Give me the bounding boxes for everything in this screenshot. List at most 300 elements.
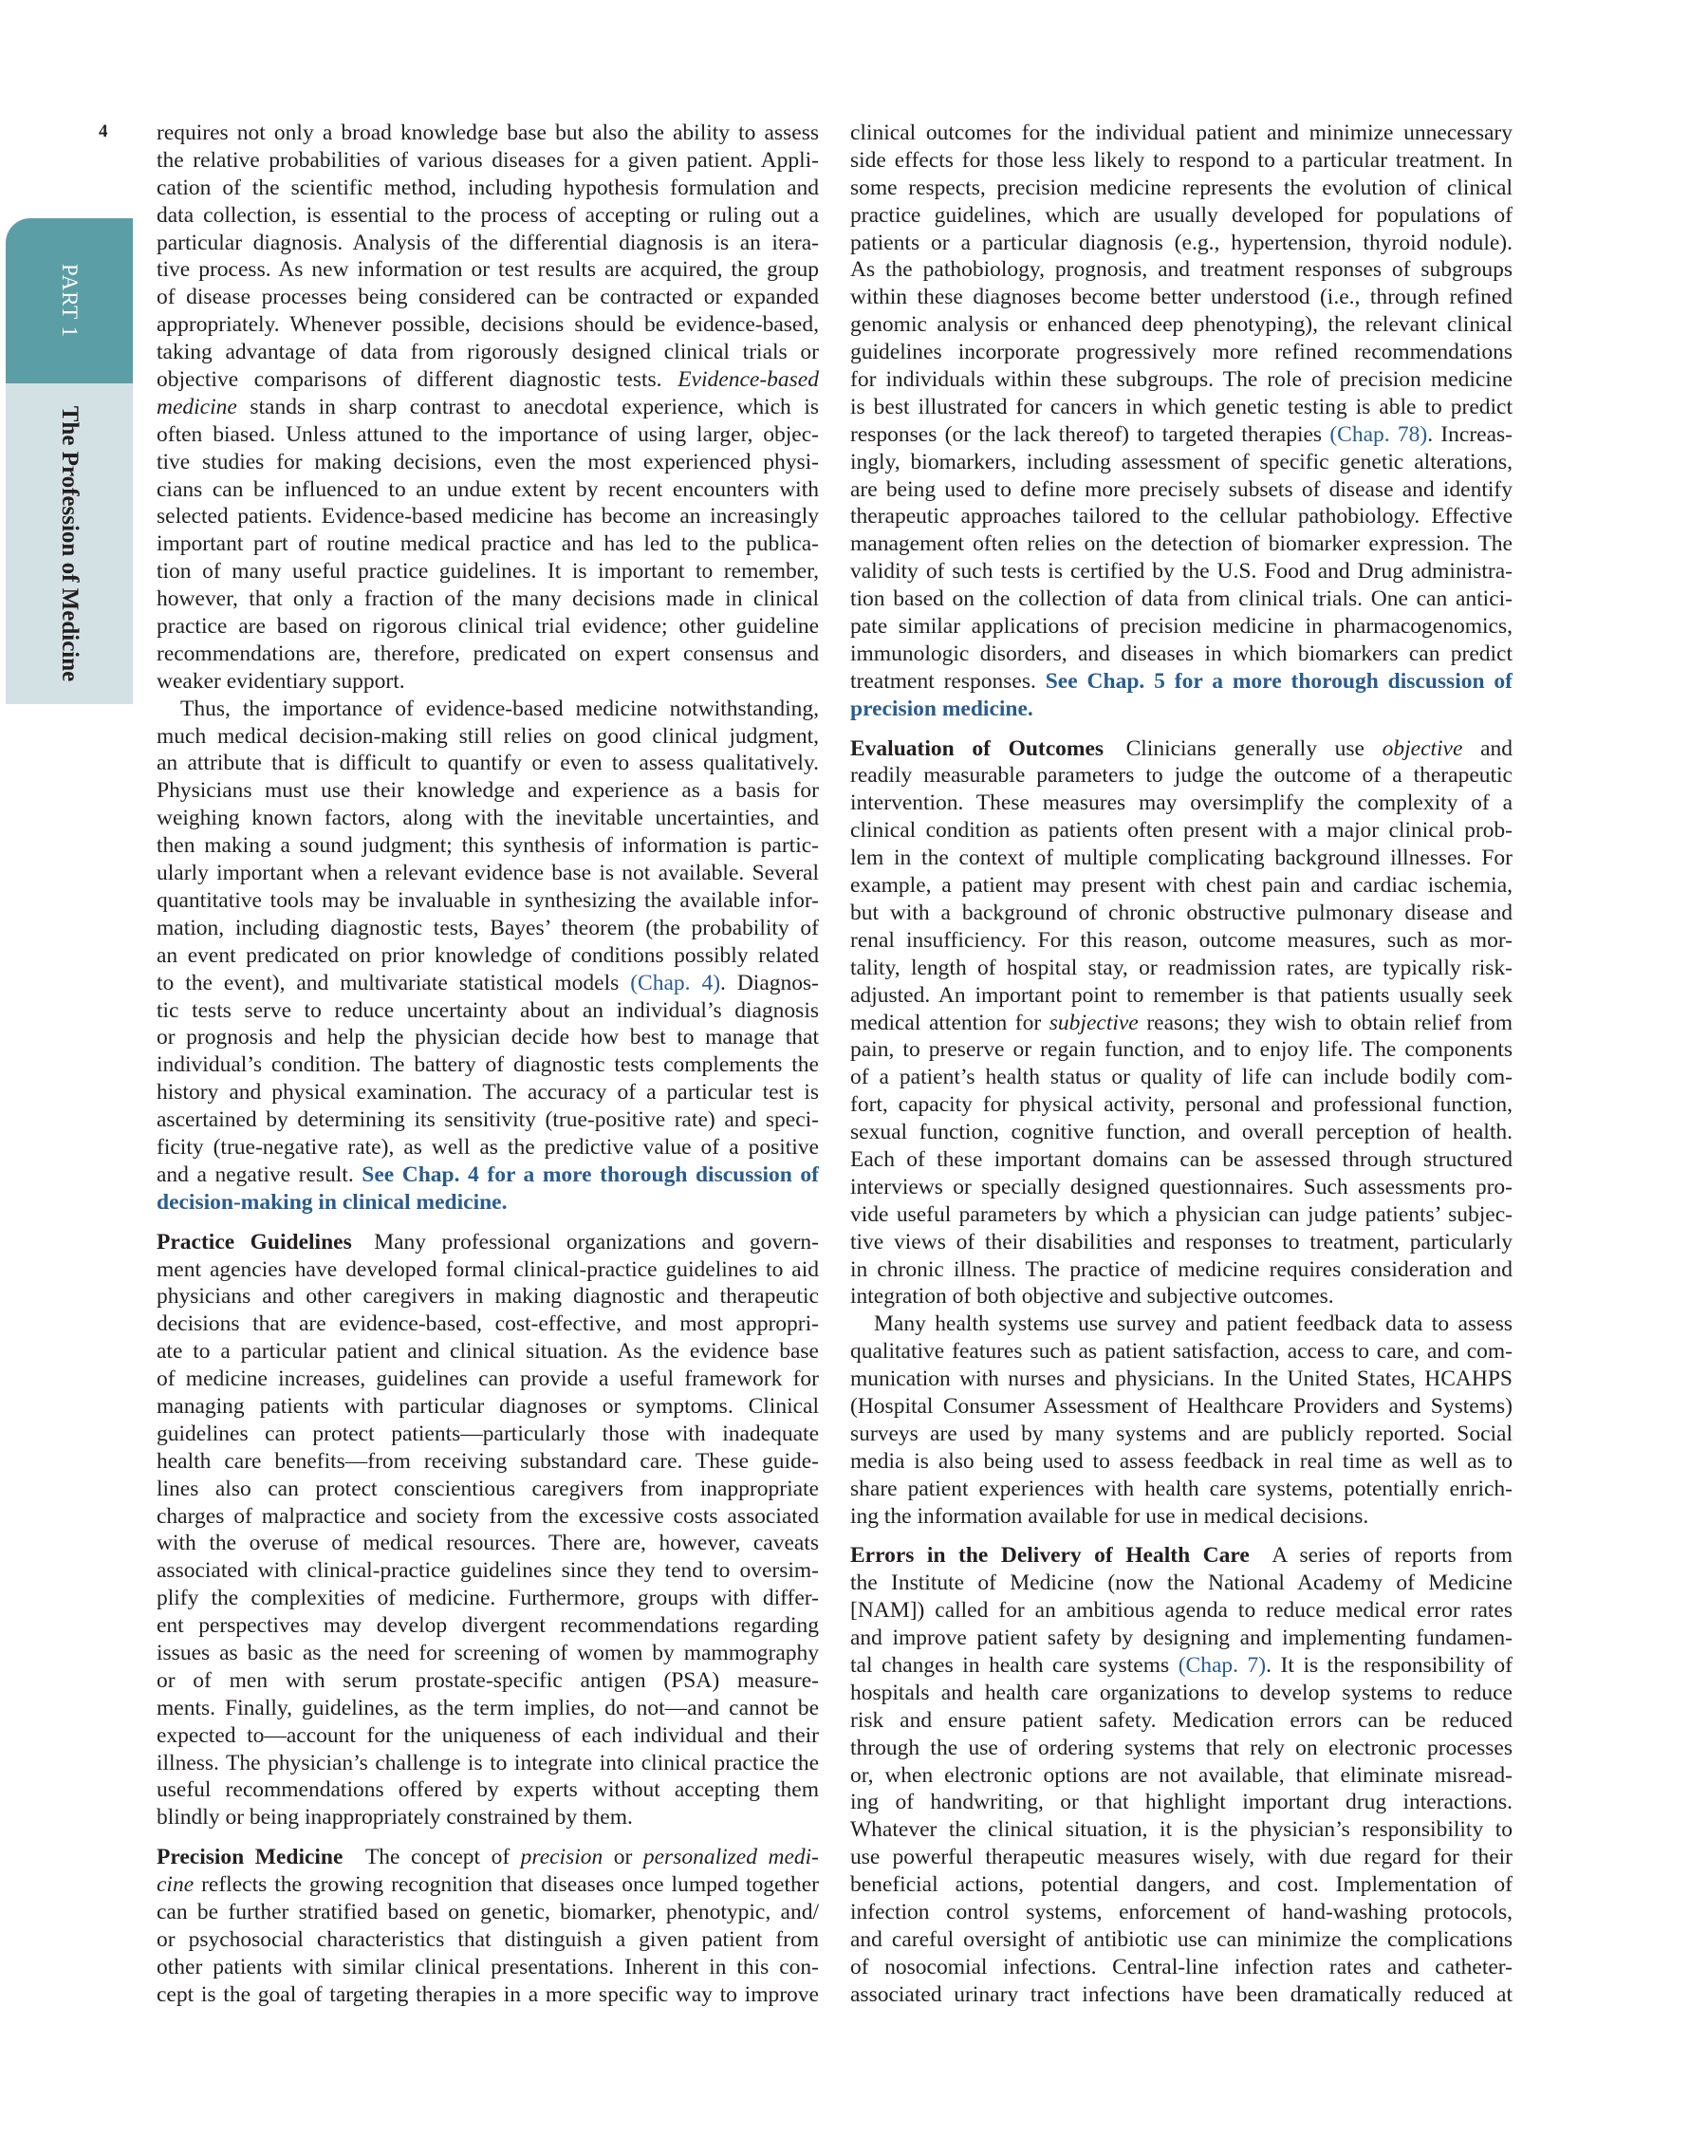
text-run: interviews or specially designed questionnaires. Such assessments pro- xyxy=(850,1174,1513,1199)
text-line xyxy=(157,366,819,394)
text-line xyxy=(850,1091,1513,1119)
paragraph-gap xyxy=(157,1217,819,1229)
text-line xyxy=(157,1981,819,2009)
text-line xyxy=(157,1640,819,1667)
text-run: therapeutic approaches tailored to the cellular pathobiology. Effective xyxy=(850,504,1513,530)
text-run: expected to—account for the uniqueness of each individual and their xyxy=(157,1722,819,1748)
text-line xyxy=(157,970,819,997)
italic-text: medicine xyxy=(157,394,237,419)
text-line xyxy=(850,668,1513,696)
text-line xyxy=(157,613,819,641)
text-line xyxy=(850,1256,1513,1284)
text-line xyxy=(850,1503,1513,1531)
text-line xyxy=(157,202,819,230)
text-run: guidelines incorporate progressively more refined recommendations xyxy=(850,340,1513,365)
text-run: and xyxy=(1462,735,1513,761)
text-line xyxy=(157,696,819,723)
text-run: individual’s condition. The battery of diagnostic tests complements the xyxy=(157,1052,819,1078)
text-line xyxy=(850,790,1513,817)
text-run: tive studies for making decisions, even the most experienced physi- xyxy=(157,449,819,474)
text-run: or psychosocial characteristics that distinguish a given patient from xyxy=(157,1926,819,1952)
text-run: data collection, is essential to the process of accepting or ruling out a xyxy=(157,202,819,228)
text-run: readily measurable parameters to judge the outcome of a therapeutic xyxy=(850,763,1513,789)
text-line xyxy=(157,1530,819,1557)
text-line xyxy=(850,1597,1513,1625)
text-line xyxy=(157,530,819,558)
text-line xyxy=(157,1024,819,1051)
text-run: mation, including diagnostic tests, Bayes’ theorem (the probability of xyxy=(157,915,819,940)
text-run: side effects for those less likely to respond to a particular treatment. In xyxy=(850,147,1513,173)
italic-text: cine xyxy=(157,1872,195,1898)
text-line xyxy=(157,175,819,202)
text-run: clinical condition as patients often present with a major clinical prob- xyxy=(850,818,1513,844)
text-line xyxy=(157,503,819,530)
text-line xyxy=(157,832,819,860)
italic-text: objective xyxy=(1382,735,1463,761)
text-line xyxy=(850,1680,1513,1707)
text-run: tality, length of hospital stay, or readmission rates, are typically risk- xyxy=(850,955,1513,980)
text-run: ments. Finally, guidelines, as the term implies, do not—and cannot be xyxy=(157,1695,819,1720)
text-line xyxy=(850,817,1513,845)
text-run: responses (or the lack thereof) to targeted therapies xyxy=(850,421,1330,447)
text-run: cians can be influenced to an undue extent by recent encounters with xyxy=(157,476,819,502)
text-line xyxy=(157,1667,819,1695)
text-run: for individuals within these subgroups. The role of precision medicine xyxy=(850,367,1513,393)
text-run: patients or a particular diagnosis (e.g., hypertension, thyroid nodule). xyxy=(850,230,1513,255)
text-line xyxy=(850,339,1513,366)
text-run: but with a background of chronic obstructive pulmonary disease and xyxy=(850,900,1513,925)
text-run: objective comparisons of different diagnostic tests. xyxy=(157,367,678,393)
text-run: stands in sharp contrast to anecdotal experience, which is xyxy=(236,394,819,419)
text-line xyxy=(157,1695,819,1722)
text-run: selected patients. Evidence-based medicine has become an increasingly xyxy=(157,504,819,530)
text-run: . Diagnos- xyxy=(720,970,819,995)
text-line xyxy=(157,1871,819,1899)
text-line xyxy=(157,1899,819,1926)
text-line xyxy=(157,1229,819,1256)
text-run: cation of the scientific method, including hypothesis formulation and xyxy=(157,175,819,200)
text-run: The concept of xyxy=(343,1845,521,1870)
text-line xyxy=(157,394,819,421)
text-line xyxy=(157,256,819,284)
part-label-block xyxy=(6,218,133,383)
text-run: sexual function, cognitive function, and overall perception of health. xyxy=(850,1120,1513,1145)
text-line xyxy=(157,1283,819,1310)
text-run: Many professional organizations and govern- xyxy=(351,1229,819,1255)
text-line xyxy=(850,1844,1513,1871)
text-line xyxy=(850,421,1513,449)
text-run: ularly important when a relevant evidence base is not available. Several xyxy=(157,861,819,886)
text-line xyxy=(850,641,1513,668)
text-line xyxy=(850,1789,1513,1816)
text-run: treatment responses. xyxy=(850,668,1046,694)
text-run: . It is the responsibility of xyxy=(1266,1652,1513,1678)
text-line xyxy=(850,311,1513,339)
text-line xyxy=(157,421,819,449)
text-line xyxy=(157,1106,819,1134)
text-run: management often relies on the detection of biomarker expression. The xyxy=(850,531,1513,557)
text-line xyxy=(850,900,1513,927)
text-run: Physicians must use their knowledge and experience as a basis for xyxy=(157,778,819,804)
text-line xyxy=(157,915,819,942)
text-line xyxy=(850,696,1513,723)
text-run: history and physical examination. The accuracy of a particular test is xyxy=(157,1080,819,1106)
text-line xyxy=(850,845,1513,872)
text-run: qualitative features such as patient satisfaction, access to care, and com- xyxy=(850,1339,1513,1365)
text-line xyxy=(850,1010,1513,1037)
text-line xyxy=(157,1338,819,1366)
text-run: can be further stratified based on genetic, biomarker, phenotypic, and/ xyxy=(157,1900,819,1924)
chapter-link[interactable]: See Chap. 5 for a more thorough discussion of xyxy=(1045,668,1513,694)
italic-text: precision xyxy=(520,1845,603,1870)
section-heading: Evaluation of Outcomes xyxy=(850,735,1105,761)
text-run: and careful oversight of antibiotic use can minimize the complications xyxy=(850,1926,1513,1952)
text-run: requires not only a broad knowledge base but also the ability to assess xyxy=(157,121,819,145)
text-line xyxy=(157,887,819,915)
text-line xyxy=(157,230,819,257)
text-run: ascertained by determining its sensitivity (true-positive rate) and speci- xyxy=(157,1107,819,1133)
text-line xyxy=(850,1816,1513,1844)
text-run: ing of handwriting, or that highlight important drug interactions. xyxy=(850,1790,1513,1815)
text-run: munication with nurses and physicians. In the United States, HCAHPS xyxy=(850,1366,1513,1392)
text-run: health care benefits—from receiving substandard care. These guide- xyxy=(157,1448,819,1474)
text-line xyxy=(157,723,819,751)
text-line xyxy=(850,202,1513,230)
text-line xyxy=(157,805,819,832)
text-line xyxy=(850,1421,1513,1448)
text-run: of medicine increases, guidelines can provide a useful framework for xyxy=(157,1366,819,1392)
text-line xyxy=(157,1421,819,1448)
text-line xyxy=(157,558,819,585)
paragraph-gap xyxy=(850,1530,1513,1542)
text-line xyxy=(157,449,819,476)
text-run: lem in the context of multiple complicating background illnesses. For xyxy=(850,846,1513,871)
text-line xyxy=(850,1871,1513,1899)
section-heading: Practice Guidelines xyxy=(157,1229,352,1255)
text-line xyxy=(157,1079,819,1106)
text-line xyxy=(850,1393,1513,1421)
text-line xyxy=(850,1201,1513,1229)
text-run: guidelines can protect patients—particularly those with inadequate xyxy=(157,1421,819,1446)
text-line xyxy=(850,1229,1513,1256)
text-run: adjusted. An important point to remember is that patients usually seek xyxy=(850,982,1513,1008)
text-run: medical attention for xyxy=(850,1010,1049,1035)
text-run: . Increas- xyxy=(1427,421,1513,447)
text-line xyxy=(157,476,819,504)
text-line xyxy=(157,1612,819,1640)
text-run: then making a sound judgment; this synthesis of information is partic- xyxy=(157,833,819,859)
text-run: immunologic disorders, and diseases in which biomarkers can predict xyxy=(850,641,1513,666)
text-line xyxy=(850,1981,1513,2009)
text-line xyxy=(157,1051,819,1079)
text-run: weighing known factors, along with the inevitable uncertainties, and xyxy=(157,806,819,831)
text-line xyxy=(157,1926,819,1954)
text-run: of disease processes being considered can be contracted or expanded xyxy=(157,285,819,310)
text-line xyxy=(850,147,1513,175)
text-run: is best illustrated for cancers in which genetic testing is able to predict xyxy=(850,394,1513,419)
text-run: and a negative result. xyxy=(157,1162,362,1187)
text-run: tive views of their disabilities and responses to treatment, particularly xyxy=(850,1229,1513,1255)
text-line xyxy=(157,1310,819,1338)
text-run: to the event), and multivariate statistical models xyxy=(157,970,631,995)
text-line xyxy=(157,585,819,613)
chapter-link[interactable]: decision-making in clinical medicine. xyxy=(157,1189,508,1215)
text-run: intervention. These measures may oversimplify the complexity of a xyxy=(850,790,1513,816)
text-line xyxy=(850,1310,1513,1338)
text-run: Each of these important domains can be assessed through structured xyxy=(850,1146,1513,1172)
text-line xyxy=(850,256,1513,284)
text-run: pain, to preserve or regain function, and to enjoy life. The components xyxy=(850,1037,1513,1063)
text-line xyxy=(157,997,819,1025)
text-line xyxy=(157,1476,819,1503)
text-run: ment agencies have developed formal clinical-practice guidelines to aid xyxy=(157,1256,819,1282)
text-run: taking advantage of data from rigorously designed clinical trials or xyxy=(157,340,819,365)
text-line xyxy=(157,860,819,887)
text-line xyxy=(157,1804,819,1831)
text-run: other patients with similar clinical presentations. Inherent in this con- xyxy=(157,1954,819,1979)
text-line xyxy=(850,530,1513,558)
text-line xyxy=(850,1652,1513,1680)
text-run: blindly or being inappropriately constrained by them. xyxy=(157,1805,633,1831)
part-label: PART 1 xyxy=(58,263,82,339)
paragraph-gap xyxy=(850,723,1513,735)
text-run: however, that only a fraction of the many decisions made in clinical xyxy=(157,586,819,612)
text-run: important part of routine medical practice and has led to the publica- xyxy=(157,531,819,557)
text-run: the Institute of Medicine (now the National Academy of Medicine xyxy=(850,1571,1513,1596)
paragraph-gap xyxy=(157,1831,819,1844)
italic-text: personalized medi- xyxy=(642,1845,819,1870)
part-side-tab xyxy=(6,218,133,704)
text-line xyxy=(157,147,819,175)
text-run: often biased. Unless attuned to the importance of using larger, objec- xyxy=(157,421,819,447)
text-line xyxy=(157,1162,819,1189)
text-run: physicians and other caregivers in making diagnostic and therapeutic xyxy=(157,1284,819,1310)
text-line xyxy=(850,1119,1513,1146)
text-line xyxy=(850,230,1513,257)
text-run: ing the information available for use in medical decisions. xyxy=(850,1503,1369,1529)
text-run: quantitative tools may be invaluable in synthesizing the available infor- xyxy=(157,887,819,913)
text-run: use powerful therapeutic measures wisely, with due regard for their xyxy=(850,1845,1513,1870)
text-run: the relative probabilities of various diseases for a given patient. Appli- xyxy=(157,147,819,173)
text-run: example, a patient may present with chest pain and cardiac ischemia, xyxy=(850,873,1513,899)
text-run: reasons; they wish to obtain relief from xyxy=(1138,1010,1513,1035)
text-line xyxy=(157,1557,819,1585)
text-line xyxy=(850,1542,1513,1570)
text-run: (Hospital Consumer Assessment of Healthcare Providers and Systems) xyxy=(850,1393,1513,1419)
text-line xyxy=(157,641,819,668)
text-line xyxy=(850,1954,1513,1981)
text-line xyxy=(850,927,1513,955)
text-run: hospitals and health care organizations to develop systems to reduce xyxy=(850,1680,1513,1705)
italic-text: Evidence-based xyxy=(678,367,819,393)
text-line xyxy=(850,1366,1513,1393)
text-line xyxy=(157,311,819,339)
text-line xyxy=(157,750,819,777)
text-run: clinical outcomes for the individual patient and minimize unnecessary xyxy=(850,121,1513,145)
text-run: surveys are used by many systems and are publicly reported. Social xyxy=(850,1421,1513,1446)
text-line xyxy=(850,1762,1513,1790)
text-run: practice guidelines, which are usually developed for populations of xyxy=(850,202,1513,228)
text-line xyxy=(850,955,1513,982)
text-line xyxy=(850,120,1513,147)
page-number: 4 xyxy=(99,121,108,141)
text-run: associated urinary tract infections have been dramatically reduced at xyxy=(850,1981,1513,2007)
text-run: recommendations are, therefore, predicated on expert consensus and xyxy=(157,641,819,666)
text-run: media is also being used to assess feedback in real time as well as to xyxy=(850,1448,1513,1474)
chapter-link[interactable]: precision medicine. xyxy=(850,696,1033,721)
text-line xyxy=(850,585,1513,613)
text-line xyxy=(850,1174,1513,1201)
text-line xyxy=(850,394,1513,421)
text-line xyxy=(850,1735,1513,1762)
text-line xyxy=(850,1338,1513,1366)
text-line xyxy=(157,942,819,970)
text-run: particular diagnosis. Analysis of the differential diagnosis is an itera- xyxy=(157,230,819,255)
text-line xyxy=(850,175,1513,202)
text-run: Thus, the importance of evidence-based medicine notwithstanding, xyxy=(180,696,819,721)
text-run: integration of both objective and subjective outcomes. xyxy=(850,1284,1334,1310)
italic-text: subjective xyxy=(1049,1010,1139,1035)
text-line xyxy=(850,449,1513,476)
chapter-link[interactable]: See Chap. 4 for a more thorough discussion of xyxy=(362,1162,819,1187)
text-run: fort, capacity for physical activity, personal and professional function, xyxy=(850,1092,1513,1118)
text-run: tion of many useful practice guidelines. It is important to remember, xyxy=(157,559,819,585)
text-line xyxy=(850,1570,1513,1597)
section-heading: Errors in the Delivery of Health Care xyxy=(850,1543,1250,1569)
chapter-link[interactable]: (Chap. 78) xyxy=(1329,421,1428,447)
text-line xyxy=(157,1448,819,1476)
text-line xyxy=(850,1036,1513,1064)
text-line xyxy=(850,476,1513,504)
text-run: of a patient’s health status or quality of life can include bodily com- xyxy=(850,1065,1513,1090)
text-run: illness. The physician’s challenge is to integrate into clinical practice the xyxy=(157,1750,819,1775)
text-run: associated with clinical-practice guidelines since they tend to oversim- xyxy=(157,1558,819,1584)
text-run: in chronic illness. The practice of medicine requires consideration and xyxy=(850,1256,1513,1282)
text-run: plify the complexities of medicine. Furthermore, groups with differ- xyxy=(157,1586,819,1611)
section-heading: Precision Medicine xyxy=(157,1845,343,1870)
text-line xyxy=(157,1134,819,1162)
text-run: tal changes in health care systems xyxy=(850,1652,1179,1678)
text-run: A series of reports from xyxy=(1249,1543,1513,1569)
text-run: or of men with serum prostate-specific antigen (PSA) measure- xyxy=(157,1667,819,1693)
text-line xyxy=(157,1750,819,1777)
text-run: decisions that are evidence-based, cost-effective, and most appropri- xyxy=(157,1311,819,1337)
text-line xyxy=(157,339,819,366)
chapter-link[interactable]: (Chap. 4) xyxy=(630,970,721,995)
text-run: an attribute that is difficult to quantify or even to assess qualitatively. xyxy=(157,751,819,776)
text-line xyxy=(157,1585,819,1612)
text-run: share patient experiences with health care systems, potentially enrich- xyxy=(850,1476,1513,1501)
text-line xyxy=(157,1366,819,1393)
text-line xyxy=(850,1146,1513,1174)
text-line xyxy=(850,503,1513,530)
part-title: The Profession of Medicine xyxy=(57,405,83,682)
text-line xyxy=(850,1064,1513,1091)
text-run: cept is the goal of targeting therapies in a more specific way to improve xyxy=(157,1981,819,2007)
text-run: vide useful parameters by which a physician can judge patients’ subjec- xyxy=(850,1201,1513,1227)
text-line xyxy=(850,613,1513,641)
text-line xyxy=(157,284,819,311)
text-run: reflects the growing recognition that diseases once lumped together xyxy=(194,1872,819,1898)
text-run: renal insufficiency. For this reason, outcome measures, such as mor- xyxy=(850,927,1513,953)
text-run: Whatever the clinical situation, it is the physician’s responsibility to xyxy=(850,1817,1513,1843)
text-run: appropriately. Whenever possible, decisions should be evidence-based, xyxy=(157,312,819,338)
text-run: charges of malpractice and society from the excessive costs associated xyxy=(157,1503,819,1529)
text-run: are being used to define more precisely subsets of disease and identify xyxy=(850,476,1513,502)
text-run: infection control systems, enforcement of hand-washing protocols, xyxy=(850,1900,1513,1924)
text-run: practice are based on rigorous clinical trial evidence; other guideline xyxy=(157,614,819,640)
text-line xyxy=(850,762,1513,790)
text-line xyxy=(850,1625,1513,1652)
text-run: much medical decision-making still relies on good clinical judgment, xyxy=(157,723,819,749)
text-run: As the pathobiology, prognosis, and treatment responses of subgroups xyxy=(850,257,1513,283)
text-run: ate to a particular patient and clinical situation. As the evidence base xyxy=(157,1339,819,1365)
text-run: useful recommendations offered by experts without accepting them xyxy=(157,1777,819,1803)
text-line xyxy=(157,1954,819,1981)
text-line xyxy=(850,1448,1513,1476)
text-run: pate similar applications of precision medicine in pharmacogenomics, xyxy=(850,614,1513,640)
text-line xyxy=(157,1722,819,1750)
text-line xyxy=(157,777,819,805)
text-run: within these diagnoses become better understood (i.e., through refined xyxy=(850,285,1513,310)
text-line xyxy=(157,1776,819,1804)
chapter-link[interactable]: (Chap. 7) xyxy=(1178,1652,1267,1678)
text-line xyxy=(850,558,1513,585)
text-run: some respects, precision medicine represents the evolution of clinical xyxy=(850,175,1513,200)
text-line xyxy=(157,1393,819,1421)
text-run: Clinicians generally use xyxy=(1104,735,1383,761)
text-run: or prognosis and help the physician decide how best to manage that xyxy=(157,1025,819,1050)
text-line xyxy=(850,1926,1513,1954)
text-run: tion based on the collection of data from clinical trials. One can antici- xyxy=(850,586,1513,612)
text-run: with the overuse of medical resources. There are, however, caveats xyxy=(157,1531,819,1556)
text-line xyxy=(157,1844,819,1871)
text-run: genomic analysis or enhanced deep phenotyping), the relevant clinical xyxy=(850,312,1513,338)
text-run: risk and ensure patient safety. Medication errors can be reduced xyxy=(850,1707,1513,1733)
text-run: an event predicated on prior knowledge of conditions possibly related xyxy=(157,942,819,968)
text-run: ent perspectives may develop divergent recommendations regarding xyxy=(157,1613,819,1639)
text-run: or xyxy=(603,1845,643,1870)
text-run: Many health systems use survey and patient feedback data to assess xyxy=(874,1311,1513,1337)
text-run: weaker evidentiary support. xyxy=(157,668,405,694)
text-line xyxy=(157,1503,819,1531)
text-run: [NAM]) called for an ambitious agenda to reduce medical error rates xyxy=(850,1598,1513,1624)
text-run: ficity (true-negative rate), as well as the predictive value of a positive xyxy=(157,1134,819,1160)
text-line xyxy=(850,735,1513,763)
text-run: ingly, biomarkers, including assessment of specific genetic alterations, xyxy=(850,449,1513,474)
text-run: lines also can protect conscientious caregivers from inappropriate xyxy=(157,1476,819,1501)
text-line xyxy=(850,1476,1513,1503)
text-run: through the use of ordering systems that rely on electronic processes xyxy=(850,1735,1513,1760)
text-run: beneficial actions, potential dangers, and cost. Implementation of xyxy=(850,1872,1513,1898)
text-line xyxy=(850,1899,1513,1926)
text-line xyxy=(157,1256,819,1284)
text-run: or, when electronic options are not available, that eliminate misread- xyxy=(850,1762,1513,1788)
text-line xyxy=(157,120,819,147)
text-line xyxy=(850,982,1513,1010)
text-run: issues as basic as the need for screening of women by mammography xyxy=(157,1640,819,1665)
text-line xyxy=(850,1707,1513,1735)
text-line xyxy=(850,366,1513,394)
text-run: managing patients with particular diagnoses or symptoms. Clinical xyxy=(157,1393,819,1419)
text-run: and improve patient safety by designing and implementing fundamen- xyxy=(850,1626,1513,1651)
text-line xyxy=(850,1283,1513,1310)
text-line xyxy=(850,284,1513,311)
text-run: of nosocomial infections. Central-line infection rates and catheter- xyxy=(850,1954,1513,1979)
right-text-column xyxy=(850,120,1513,2009)
text-line xyxy=(157,668,819,696)
text-line xyxy=(850,872,1513,900)
